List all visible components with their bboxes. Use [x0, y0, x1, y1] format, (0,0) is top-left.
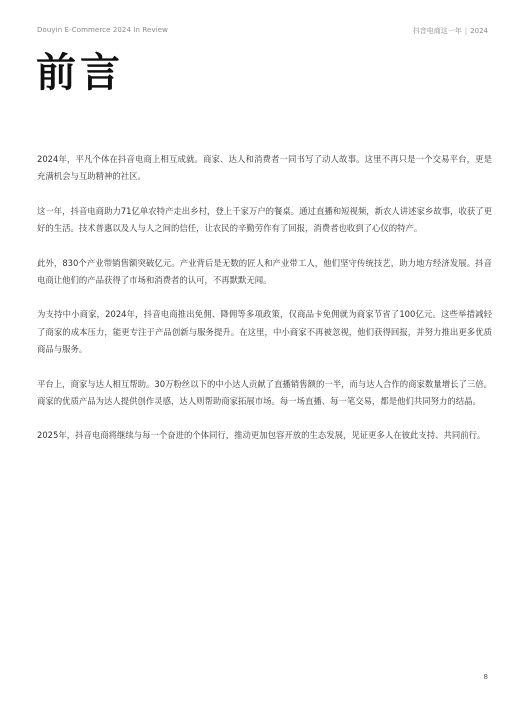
preface-body	[37, 151, 492, 462]
header-separator: |	[464, 27, 468, 35]
paragraph-3: 此外，830个产业带销售额突破亿元。产业背后是无数的匠人和产业带工人，他们坚守传统技艺，助力地方经济发展。抖音电商让他们的产品获得了市场和消费者的认可，不再默默无闻。	[37, 257, 492, 286]
paragraph-5: 平台上，商家与达人相互帮助。30万粉丝以下的中小达人贡献了直播销售额的一半，而与达人合作的商家数量增长了三倍。商家的优质产品为达人提供创作灵感，达人则帮助商家拓展市场。每一场直播、每一笔交易，都是他们共同努力的结晶。	[37, 378, 492, 407]
page-number: 8	[483, 673, 488, 681]
page-title: 前言	[36, 50, 124, 96]
header-section-title: 抖音电商这一年	[412, 27, 462, 35]
paragraph-6: 2025年，抖音电商将继续与每一个奋进的个体同行，推动更加包容开放的生态发展，见证更多人在彼此支持、共同前行。	[37, 430, 486, 441]
document-header-left: Douyin E-Commerce 2024 In Review	[37, 26, 168, 34]
paragraph-1: 2024年，平凡个体在抖音电商上相互成就。商家、达人和消费者一同书写了动人故事。这里不再只是一个交易平台，更是充满机会与互助精神的社区。	[37, 154, 492, 182]
header-year: 2024	[470, 27, 488, 35]
paragraph-4: 为支持中小商家，2024年，抖音电商推出免佣、降佣等多项政策，仅商品卡免佣就为商家节省了100亿元。这些举措减轻了商家的成本压力，能更专注于产品创新与服务提升。在这里，中小商家不再被忽视，他们获得回报，并努力推出更多优质商品与服务。	[37, 309, 492, 355]
paragraph-2: 这一年，抖音电商助力71亿单农特产走出乡村，登上千家万户的餐桌。通过直播和短视频，新农人讲述家乡故事，收获了更好的生活。技术普惠以及人与人之间的信任，让农民的辛勤劳作有了回报，消费者也收到了心仪的特产。	[37, 205, 492, 234]
document-header-right	[413, 26, 488, 36]
